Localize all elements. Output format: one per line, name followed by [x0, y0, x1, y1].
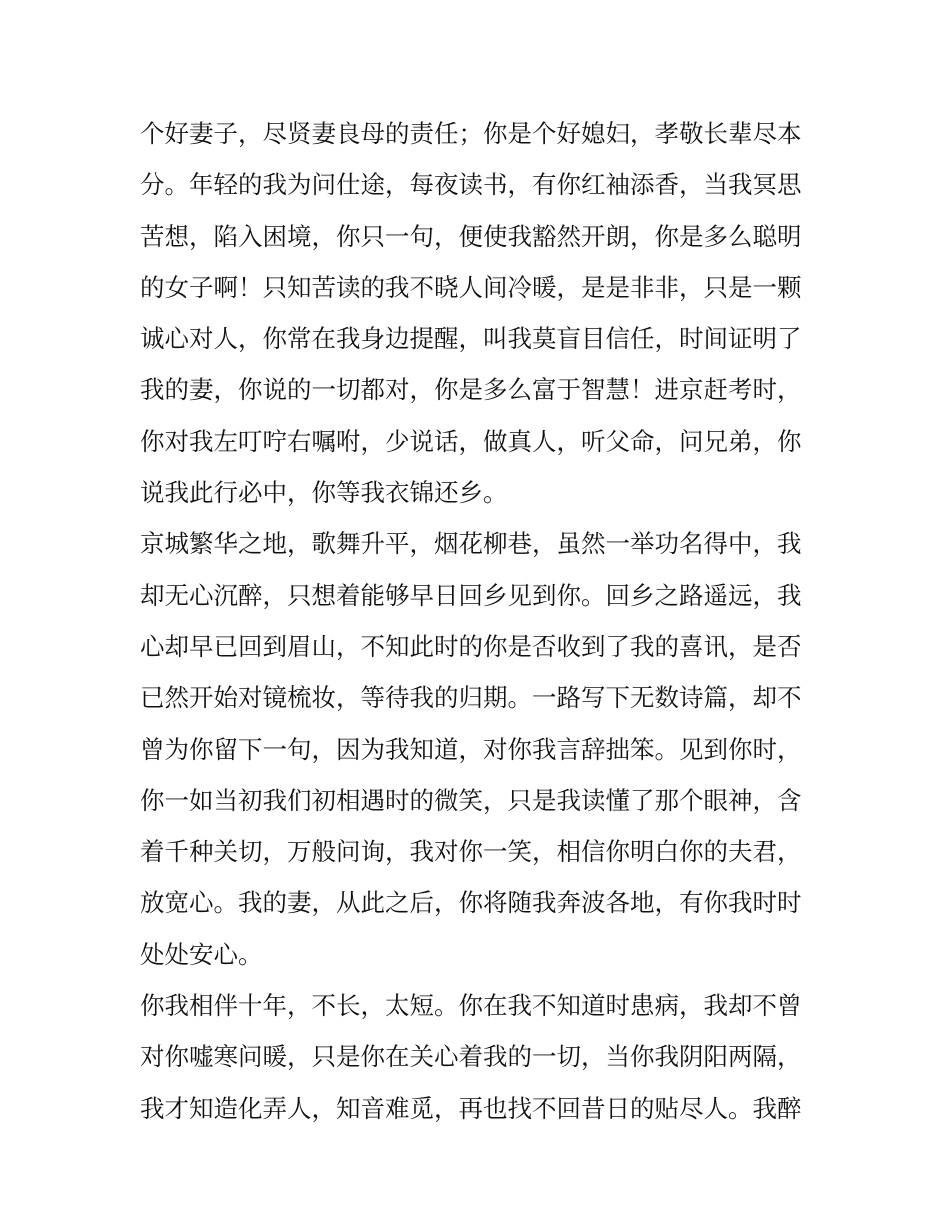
text-line: 你我相伴十年，不长，太短。你在我不知道时患病，我却不曾: [140, 991, 802, 1021]
text-line: 分。年轻的我为问仕途，每夜读书，有你红袖添香，当我冥思: [140, 170, 802, 200]
text-line: 曾为你留下一句，因为我知道，对你我言辞拙笨。见到你时，: [140, 734, 802, 764]
text-line: 个好妻子，尽贤妻良母的责任；你是个好媳妇，孝敬长辈尽本: [140, 119, 802, 148]
text-line: 我才知造化弄人，知音难觅，再也找不回昔日的贴尽人。我醉: [140, 1093, 802, 1123]
document-body: [140, 108, 820, 1134]
text-line: 你对我左叮咛右嘱咐，少说话，做真人，听父命，问兄弟，你: [140, 426, 802, 456]
text-line: 我的妻，你说的一切都对，你是多么富于智慧！进京赶考时，: [140, 375, 802, 405]
text-line: 处处安心。: [140, 939, 263, 969]
text-line: 的女子啊！只知苦读的我不晓人间冷暖，是是非非，只是一颗: [140, 272, 802, 302]
text-line: 诚心对人，你常在我身边提醒，叫我莫盲目信任，时间证明了: [140, 324, 802, 354]
text-line: 心却早已回到眉山，不知此时的你是否收到了我的喜讯，是否: [140, 631, 802, 661]
text-line: 对你嘘寒问暖，只是你在关心着我的一切，当你我阴阳两隔，: [140, 1042, 802, 1072]
text-line: 说我此行必中，你等我衣锦还乡。: [140, 478, 508, 508]
text-line: 着千种关切，万般问询，我对你一笑，相信你明白你的夫君，: [140, 837, 802, 867]
text-line: 放宽心。我的妻，从此之后，你将随我奔波各地，有你我时时: [140, 888, 802, 918]
text-line: 已然开始对镜梳妆，等待我的归期。一路写下无数诗篇，却不: [140, 683, 802, 713]
text-line: 京城繁华之地，歌舞升平，烟花柳巷，虽然一举功名得中，我: [140, 529, 802, 559]
text-line: 苦想，陷入困境，你只一句，便使我豁然开朗，你是多么聪明: [140, 221, 802, 251]
text-line: 你一如当初我们初相遇时的微笑，只是我读懂了那个眼神，含: [140, 785, 802, 815]
text-line: 却无心沉醉，只想着能够早日回乡见到你。回乡之路遥远，我: [140, 580, 802, 610]
